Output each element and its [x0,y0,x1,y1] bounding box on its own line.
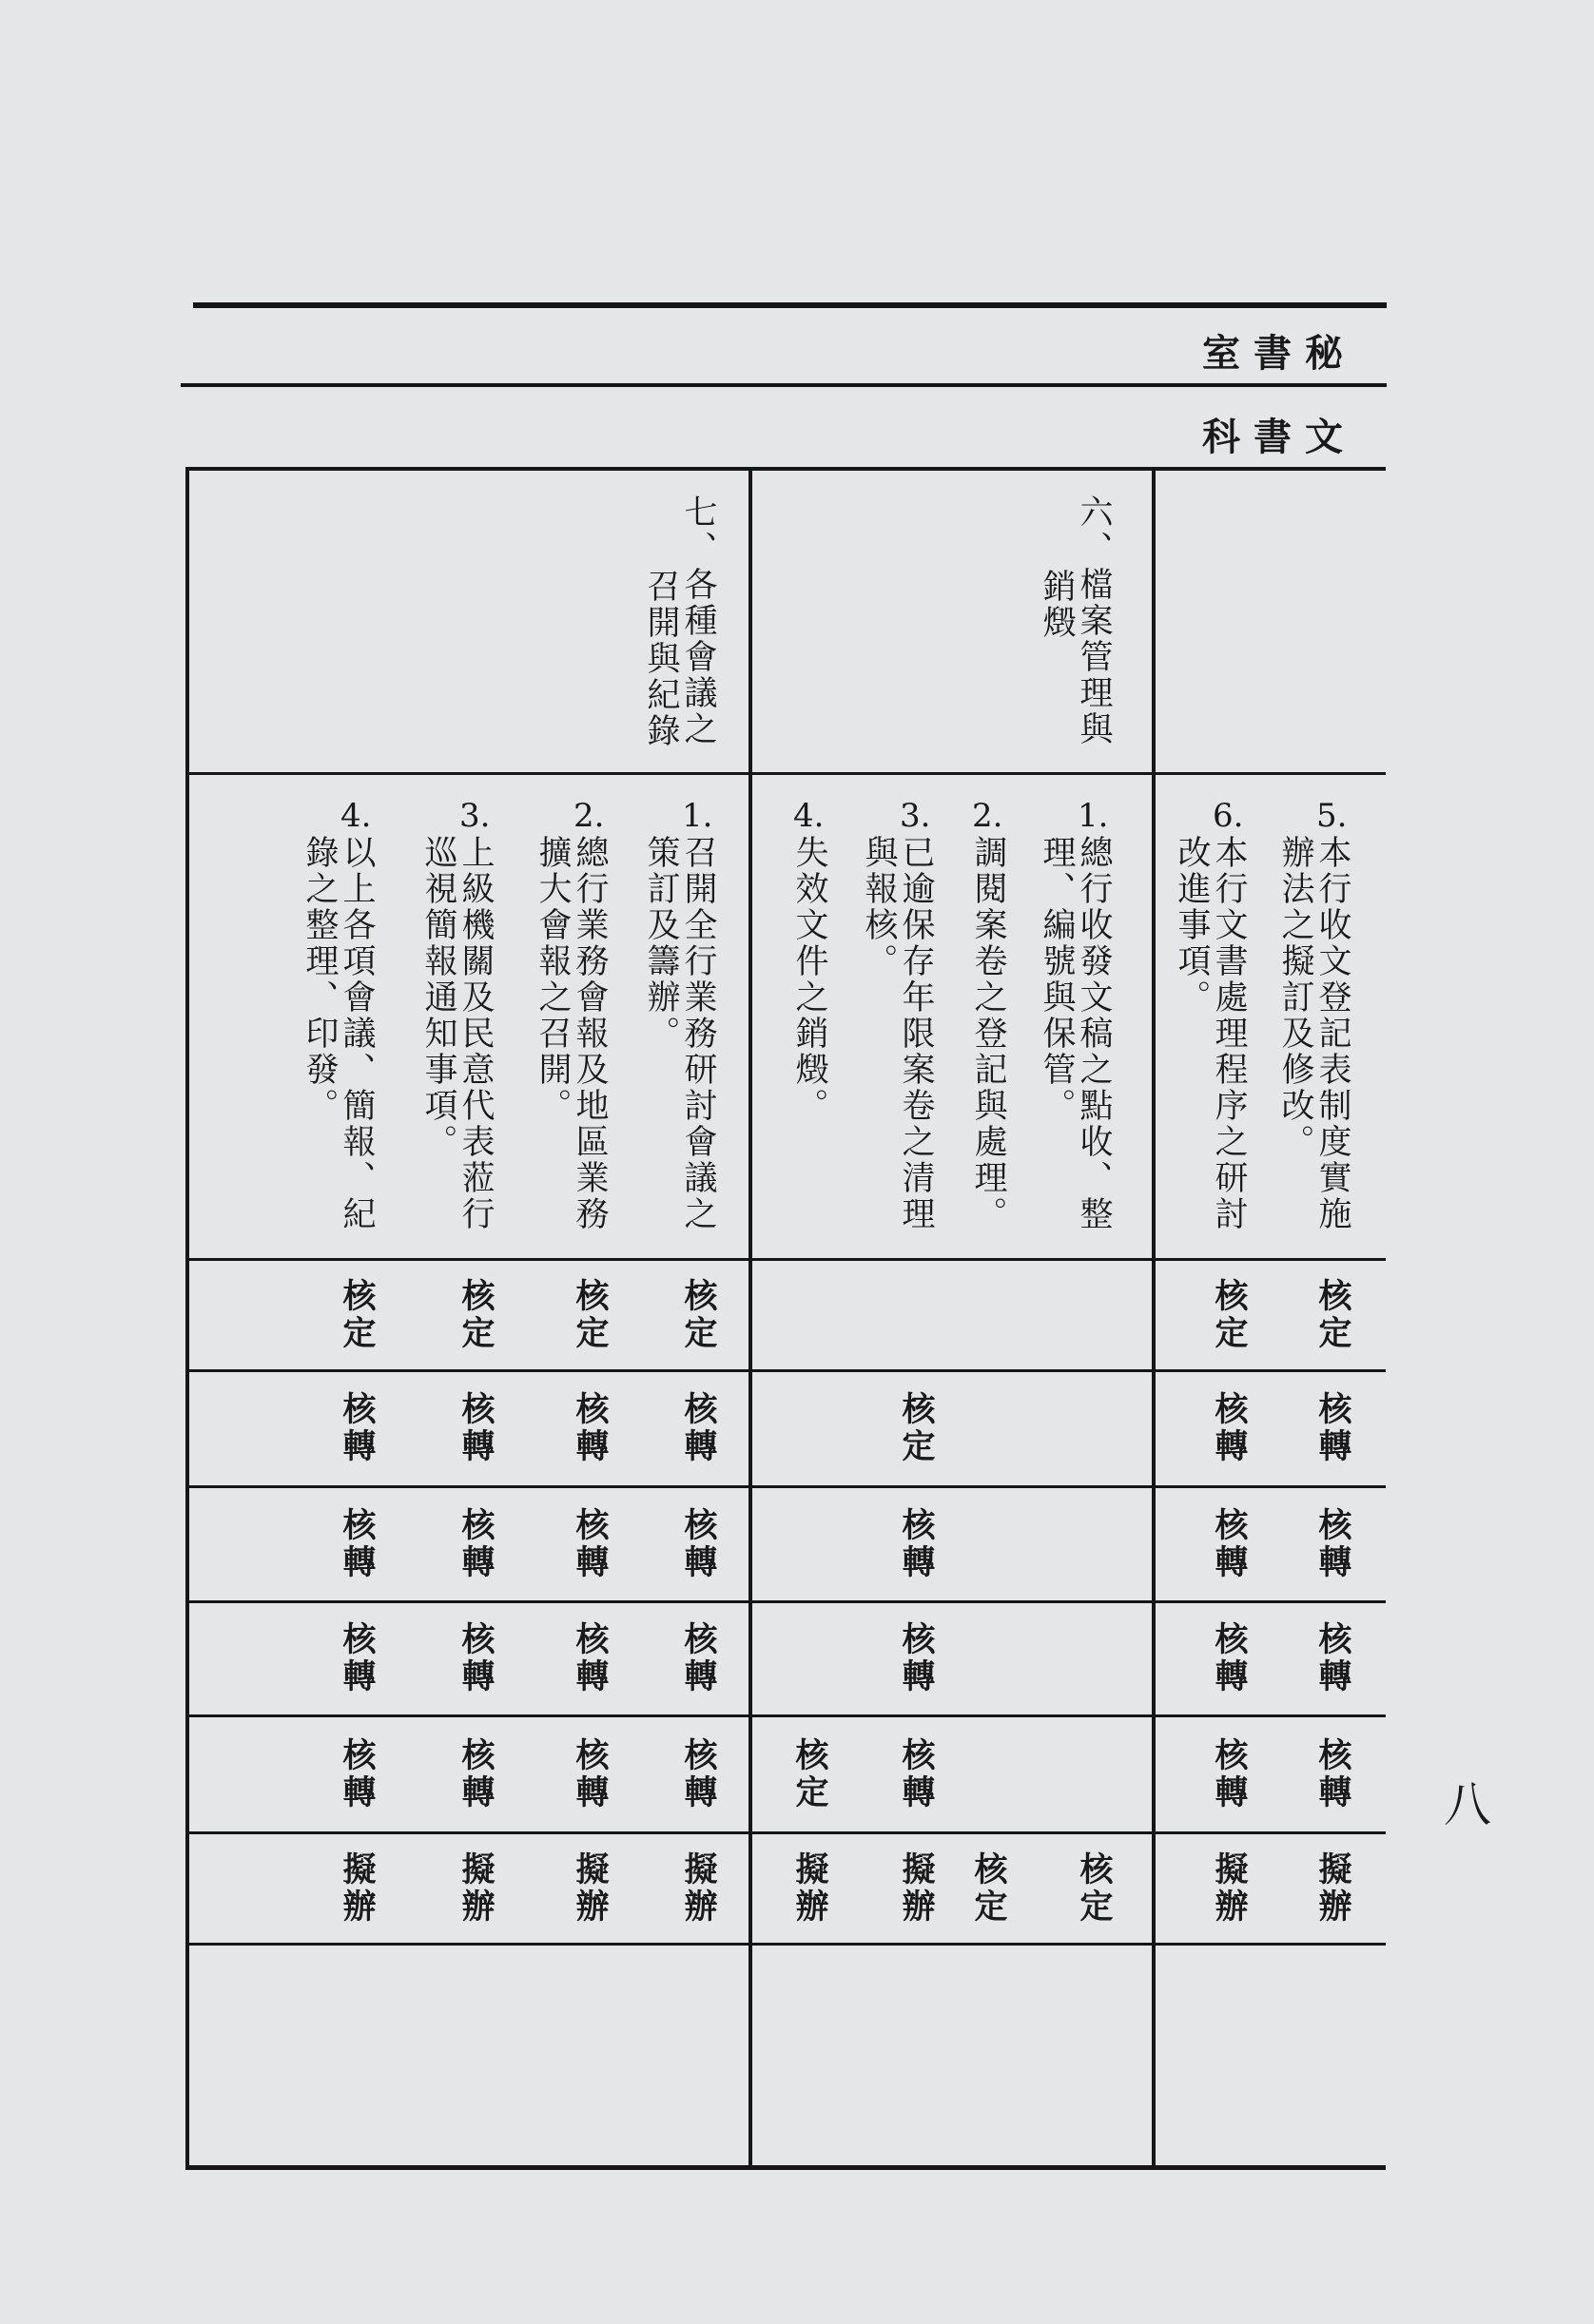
status-cell: 擬辦 [1210,1850,1248,1926]
status-cell: 核轉 [571,1736,609,1811]
status-cell: 核轉 [457,1736,495,1811]
status-cell: 核轉 [1210,1736,1248,1811]
status-cell: 核轉 [1210,1506,1248,1581]
item-number: 4. [793,797,825,835]
status-cell: 核定 [1313,1277,1351,1352]
category-heading: 六、檔案管理與 [1075,494,1113,747]
item-number: 5. [1316,797,1348,835]
status-cell: 核轉 [1313,1621,1351,1695]
status-cell: 核轉 [338,1506,376,1581]
item-text: 錄之整理、印發。 [301,835,339,1124]
status-cell: 核定 [1075,1850,1113,1926]
status-cell: 核轉 [338,1391,376,1465]
item-text: 總行業務會報及地區業務 [571,835,609,1232]
status-cell: 擬辦 [571,1850,609,1926]
table-bottom-rule [185,2165,1386,2170]
item-text: 巡視簡報通知事項。 [419,835,457,1160]
item-text: 失效文件之銷燬。 [790,835,828,1124]
status-cell: 核轉 [338,1621,376,1695]
item-text: 本行文書處理程序之研討 [1210,835,1248,1232]
status-cell: 核轉 [338,1736,376,1811]
status-cell: 擬辦 [679,1850,717,1926]
item-text: 理、編號與保管。 [1038,835,1076,1124]
top-rule [193,302,1387,308]
status-cell: 核轉 [457,1391,495,1465]
item-number: 2. [573,797,605,835]
status-cell: 核轉 [897,1736,935,1811]
item-text: 與報核。 [860,835,898,979]
status-cell: 核轉 [1313,1391,1351,1465]
status-cell: 擬辦 [897,1850,935,1926]
category-heading: 七、各種會議之 [679,494,717,747]
status-cell: 核轉 [897,1506,935,1581]
item-text: 已逾保存年限案卷之清理 [897,835,935,1232]
item-text: 總行收發文稿之點收、整 [1075,835,1113,1232]
item-number: 4. [340,797,372,835]
item-number: 2. [972,797,1003,835]
status-cell: 核定 [679,1277,717,1352]
status-cell: 核轉 [571,1621,609,1695]
column-divider-2 [1152,467,1156,2169]
row-rule [185,1943,1386,1946]
item-text: 調閱案卷之登記與處理。 [969,835,1007,1232]
item-text: 擴大會報之召開。 [534,835,572,1124]
office-rule [181,383,1387,387]
status-cell: 擬辦 [338,1850,376,1926]
status-cell: 核轉 [457,1506,495,1581]
status-cell: 核轉 [1313,1736,1351,1811]
row-rule [185,1258,1386,1261]
status-cell: 核轉 [1313,1506,1351,1581]
office-title: 秘書室 [1202,332,1356,376]
row-rule [185,1831,1386,1834]
status-cell: 核轉 [457,1621,495,1695]
table-top-rule [185,467,1386,471]
status-cell: 核轉 [1210,1621,1248,1695]
page-number: 八 [1444,1777,1491,1832]
row-rule [185,1600,1386,1603]
category-heading: 銷燬 [1038,569,1076,641]
status-cell: 核定 [1210,1277,1248,1352]
item-text: 改進事項。 [1173,835,1211,1016]
status-cell: 核轉 [679,1506,717,1581]
status-cell: 核轉 [897,1621,935,1695]
item-text: 策訂及籌辦。 [642,835,680,1052]
item-text: 以上各項會議、簡報、紀 [338,835,376,1232]
category-heading: 召開與紀錄 [642,569,680,749]
item-text: 召開全行業務研討會議之 [679,835,717,1232]
status-cell: 核轉 [1210,1391,1248,1465]
status-cell: 核定 [897,1391,935,1465]
section-title: 文書科 [1202,416,1356,459]
status-cell: 核轉 [571,1391,609,1465]
status-cell: 擬辦 [457,1850,495,1926]
item-number: 1. [1078,797,1109,835]
row-rule [185,1485,1386,1488]
item-number: 3. [459,797,491,835]
status-cell: 核定 [969,1850,1007,1926]
row-rule [185,1369,1386,1372]
item-text: 上級機關及民意代表蒞行 [457,835,495,1232]
status-cell: 核轉 [679,1621,717,1695]
item-text: 本行收文登記表制度實施 [1313,835,1351,1232]
status-cell: 核定 [571,1277,609,1352]
item-number: 1. [682,797,713,835]
status-cell: 核轉 [679,1391,717,1465]
status-cell: 擬辦 [1313,1850,1351,1926]
status-cell: 核定 [790,1736,828,1811]
item-number: 6. [1213,797,1244,835]
status-cell: 核定 [338,1277,376,1352]
row-rule [185,772,1386,775]
column-divider-1 [748,467,752,2169]
status-cell: 核轉 [679,1736,717,1811]
row-rule [185,1714,1386,1717]
status-cell: 擬辦 [790,1850,828,1926]
status-cell: 核轉 [571,1506,609,1581]
item-number: 3. [900,797,931,835]
item-text: 辦法之擬訂及修改。 [1276,835,1314,1160]
table-left-border [185,467,189,2169]
status-cell: 核定 [457,1277,495,1352]
